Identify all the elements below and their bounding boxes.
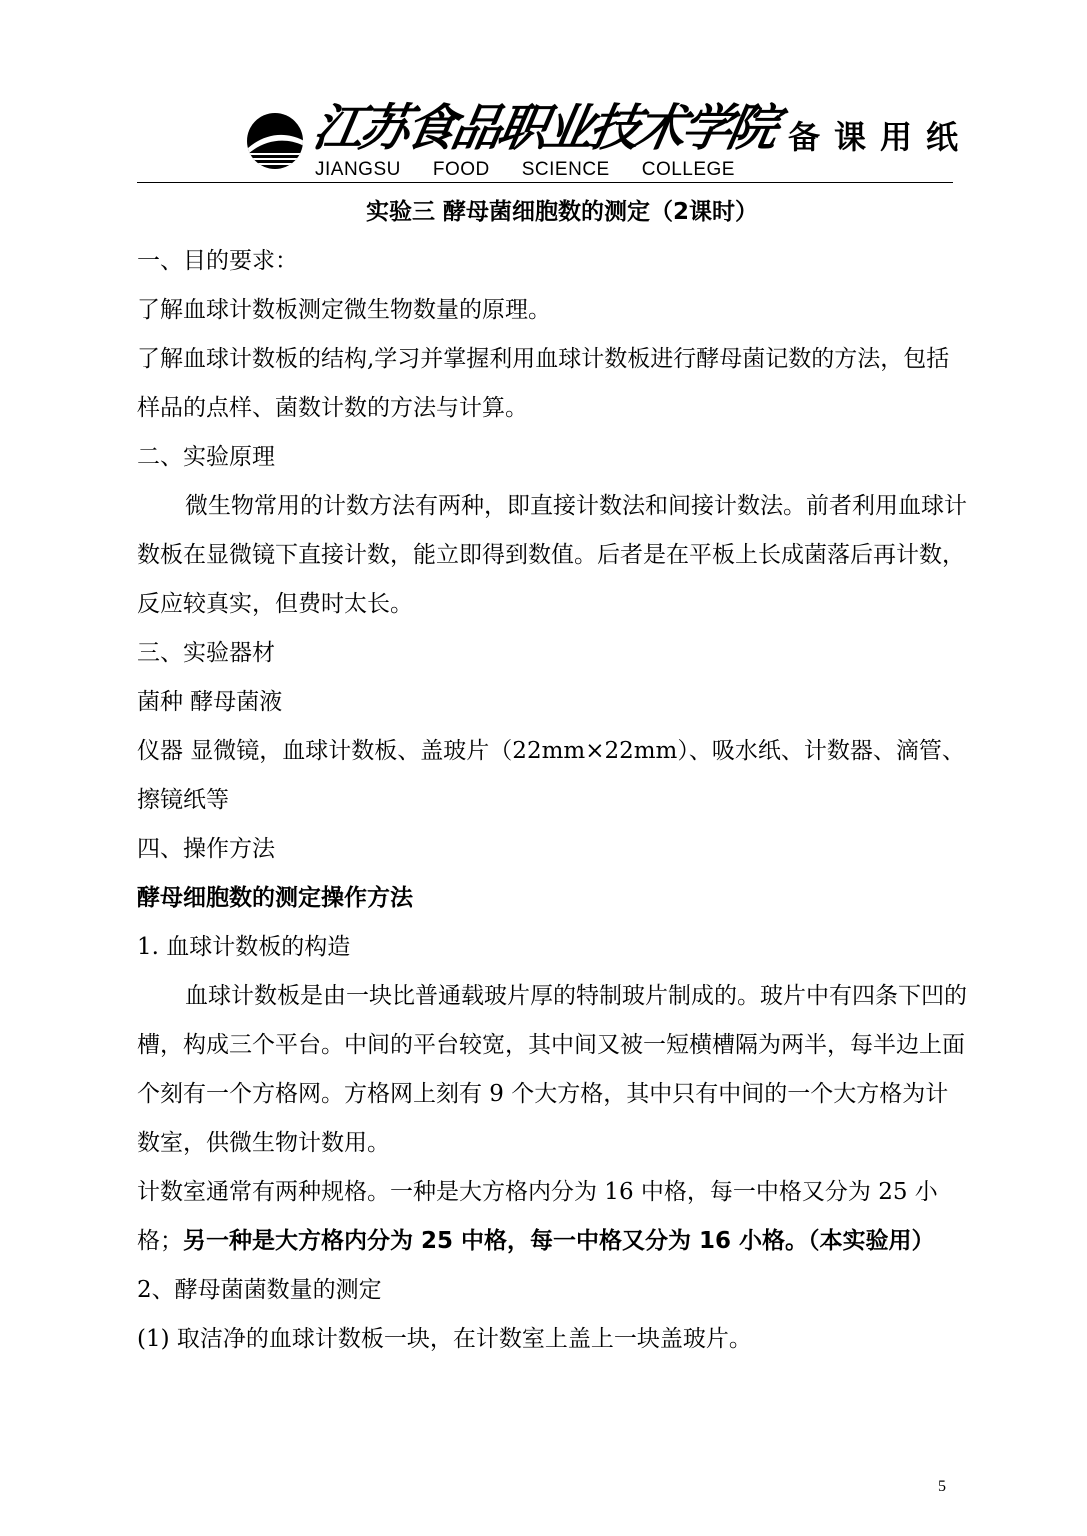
school-name-word: JIANGSU xyxy=(315,159,401,180)
section-heading: 一、目的要求： xyxy=(137,248,298,274)
section-heading: 四、操作方法 xyxy=(137,836,275,862)
objective-item: 了解血球计数板测定微生物数量的原理。 xyxy=(137,297,551,323)
procedure-item-heading: 2、酵母菌菌数量的测定 xyxy=(137,1277,382,1303)
objective-item: 了解血球计数板的结构,学习并掌握利用血球计数板进行酵母菌记数的方法，包括样品的点样、菌数计数的方法与计算。 xyxy=(137,346,950,421)
page-header xyxy=(0,0,1087,190)
procedure-subheading: 酵母细胞数的测定操作方法 xyxy=(137,885,413,911)
lesson-paper-label: 备课用纸 xyxy=(788,118,973,156)
materials-instruments: 仪器 显微镜，血球计数板、盖玻片（22mm×22mm）、吸水纸、计数器、滴管、擦镜纸等 xyxy=(137,738,965,813)
section-heading: 三、实验器材 xyxy=(137,640,275,666)
header-divider xyxy=(137,182,953,183)
school-name-word: FOOD xyxy=(432,159,490,180)
college-logo-icon xyxy=(246,112,304,170)
school-name-chinese: 江苏食品职业技术学院 xyxy=(308,98,780,157)
materials-strain: 菌种 酵母菌液 xyxy=(137,689,283,715)
section-heading: 二、实验原理 xyxy=(137,444,275,470)
school-name-english xyxy=(315,157,735,183)
school-name-word: COLLEGE xyxy=(641,159,735,180)
counting-chamber-spec-paragraph xyxy=(137,1168,967,1266)
school-name-word: SCIENCE xyxy=(521,159,610,180)
hemocytometer-structure-paragraph: 血球计数板是由一块比普通载玻片厚的特制玻片制成的。玻片中有四条下凹的槽，构成三个平台。中间的平台较宽，其中间又被一短横槽隔为两半，每半边上面个刻有一个方格网。方格网上刻有 9 个大方格，其中只有中间的一个大方格为计数室，供微生物计数用。 xyxy=(137,983,967,1156)
document-body xyxy=(137,190,967,1364)
spec-text: 计数室通常有两种规格。一种是大方格内分为 16 中格，每一中格又分为 25 小格； xyxy=(137,1179,938,1254)
principle-paragraph: 微生物常用的计数方法有两种，即直接计数法和间接计数法。前者利用血球计数板在显微镜下直接计数，能立即得到数值。后者是在平板上长成菌落后再计数，反应较真实，但费时太长。 xyxy=(137,493,967,617)
document-title: 实验三 酵母菌细胞数的测定（2课时） xyxy=(365,199,758,225)
procedure-item-heading: 1. 血球计数板的构造 xyxy=(137,934,351,960)
page-number: 5 xyxy=(938,1478,946,1495)
spec-text-emphasis: 另一种是大方格内分为 25 中格，每一中格又分为 16 小格。（本实验用） xyxy=(183,1228,935,1254)
procedure-step: (1) 取洁净的血球计数板一块，在计数室上盖上一块盖玻片。 xyxy=(137,1326,752,1352)
